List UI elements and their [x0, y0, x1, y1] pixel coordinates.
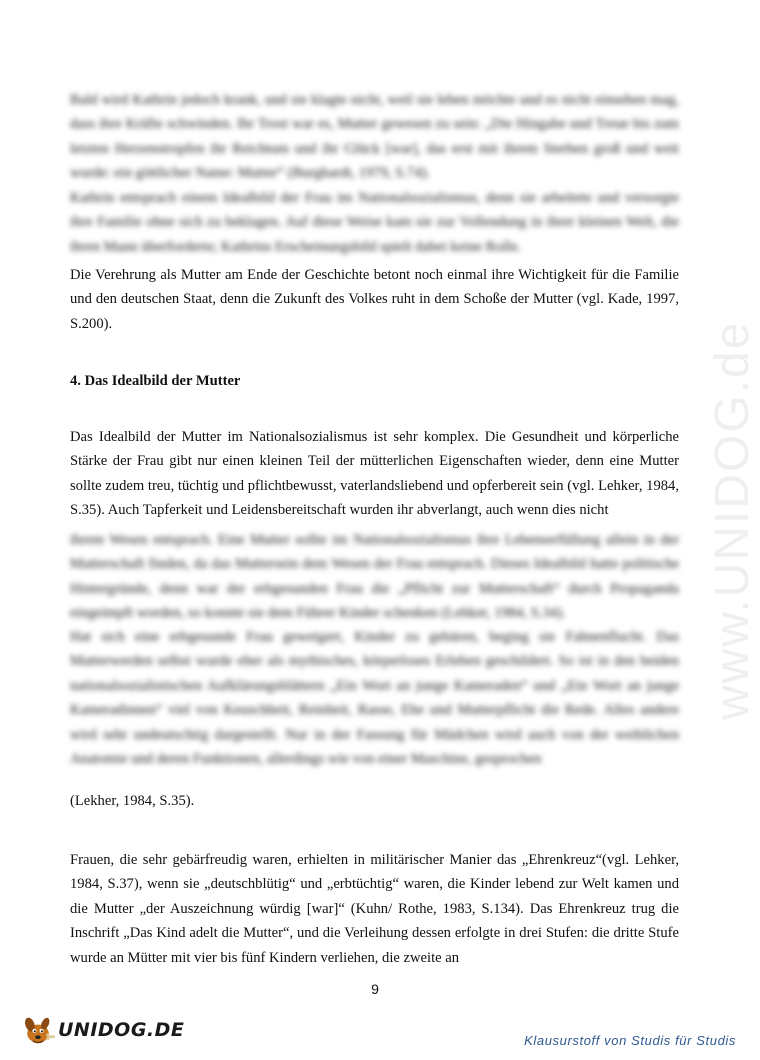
watermark: www.UNIDOG.de	[706, 320, 759, 720]
page-number: 9	[371, 981, 379, 997]
section-heading: 4. Das Idealbild der Mutter	[70, 373, 241, 389]
blurred-paragraph-3: ihrem Wesen entsprach. Eine Mutter sollte im Nationalsozialismus ihre Lebenserfüllung allein in der Mutterschaft finden, da das Muttersein dem Wesen der Frau entsprach. Dieses Idealbild hatte politische Hintergründe, denn war der erbgesunden Frau die „Pflicht zur Mutterschaft“ durch Propaganda eingeimpft worden, so konnte sie dem Führer Kinder schenken (Lehker, 1984, S.34).	[70, 532, 679, 622]
citation-lekher: (Lekher, 1984, S.35).	[70, 793, 195, 809]
logo-text: UNIDOG.DE	[58, 1019, 185, 1041]
dog-icon	[20, 1012, 56, 1048]
footer-tagline: Klausurstoff von Studis für Studis	[524, 1033, 736, 1048]
unidog-logo[interactable]	[20, 1012, 184, 1048]
blurred-paragraph-1: Bald wird Kathrin jedoch krank, und sie klagte nicht, weil sie leben möchte und es nicht einsehen mag, dass ihre Kräfte schwinden. Ihr Trost war es, Mutter gewesen zu sein: „Die Hingabe und Treue bis zum letzten Herzenstropfen ihr Reichtum und ihr Glück [war], das erst mit ihrem Sterben groß und weit wurde: ein göttlicher Name: Mutter“ (Burghardt, 1979, S.74).	[70, 92, 679, 182]
paragraph-ehrenkreuz: Frauen, die sehr gebärfreudig waren, erhielten in militärischer Manier das „Ehrenkreuz“(vgl. Lehker, 1984, S.37), wenn sie „deutschblütig“ und „erbtüchtig“ waren, die Kinder lebend zur Welt kamen und die Mutter „der Auszeichnung würdig [war]“ (Kuhn/ Rothe, 1983, S.134). Das Ehrenkreuz trug die Inschrift „Das Kind adelt die Mutter“, und die Verleihung dessen erfolgte in drei Stufen: die dritte Stufe wurde an Mütter mit vier bis fünf Kindern verliehen, die zweite an	[70, 852, 679, 966]
blurred-paragraph-4: Hat sich eine erbgesunde Frau geweigert, Kinder zu gebären, beging sie Fahnenflucht. Das Mutterwerden selbst wurde eher als mythisches, körperloses Erleben geschildert. So ist in den beiden nationalsozialistischen Aufklärungsblättern „Ein Wort an junge Kameraden“ und „Ein Wort an junge Kameradinnen“ viel von Keuschheit, Reinheit, Rasse, Ehe und Mutterpflicht die Rede. Alles andere wird sehr undeutschtig dargestellt. Nur in der Fassung für Mädchen wird auch von der weiblichen Anatomie und deren Funktionen, allerdings wie von einer Maschine, gesprochen	[70, 629, 679, 768]
blurred-paragraph-2: Kathrin entsprach einem Idealbild der Frau im Nationalsozialismus, denn sie arbeitete und versorgte ihre Familie ohne sich zu beklagen. Auf diese Weise kam sie zur Vollendung in ihrer kleinen Welt, die ihren Mann überforderte; Kathrins Erscheinungsbild spielt dabei keine Rolle.	[70, 190, 679, 255]
paragraph-idealbild: Das Idealbild der Mutter im Nationalsozialismus ist sehr komplex. Die Gesundheit und körperliche Stärke der Frau gibt nur einen kleinen Teil der mütterlichen Eigenschaften wieder, denn eine Mutter sollte zudem treu, tüchtig und pflichtbewusst, vaterlandsliebend und opferbereit sein (vgl. Lehker, 1984, S.35). Auch Tapferkeit und Leidensbereitschaft wurden ihr abverlangt, auch wenn dies nicht	[70, 429, 679, 519]
paragraph-verehrung: Die Verehrung als Mutter am Ende der Geschichte betont noch einmal ihre Wichtigkeit für die Familie und den deutschen Staat, denn die Zukunft des Volkes ruht in dem Schoße der Mutter (vgl. Kade, 1997, S.200).	[70, 267, 679, 332]
